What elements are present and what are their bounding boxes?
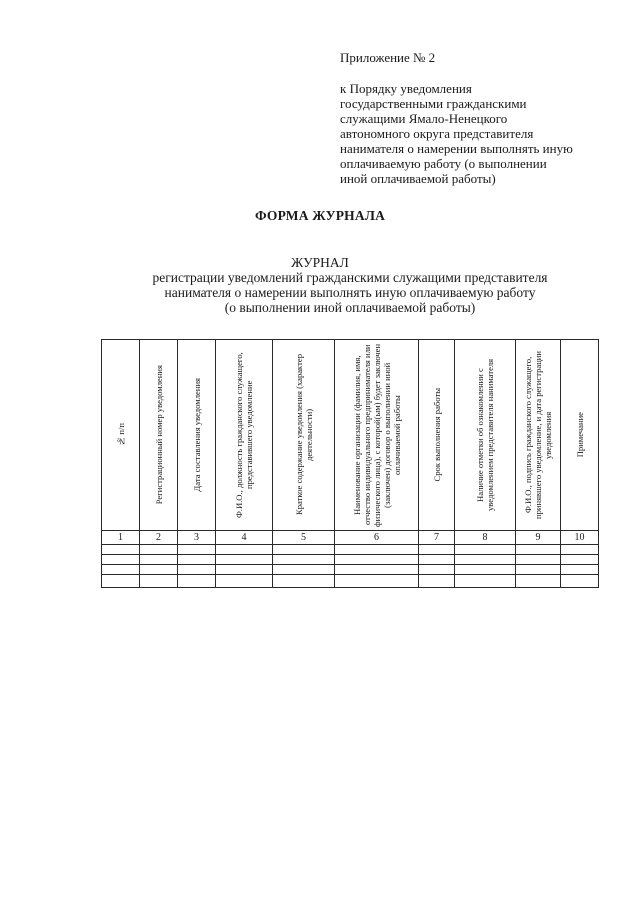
header-text: Ф.И.О., должность гражданского служащего, представившего уведомление xyxy=(234,352,254,518)
header-text: Ф.И.О., подпись гражданского служащего, принявшего уведомление, и дата регистрации уведомления xyxy=(523,351,553,520)
column-number: 8 xyxy=(455,531,516,545)
column-number: 5 xyxy=(273,531,335,545)
journal-subtitle-line: нанимателя о намерении выполнять иную оплачиваемую работу xyxy=(164,285,536,300)
table-header-cell xyxy=(455,340,516,531)
table-header-row xyxy=(102,340,599,531)
table-header-cell xyxy=(140,340,178,531)
appendix-number: Приложение № 2 xyxy=(340,50,436,65)
table-header-cell xyxy=(335,340,419,531)
journal-title: ЖУРНАЛ xyxy=(291,255,349,270)
table-row xyxy=(102,575,599,588)
column-number-row xyxy=(102,531,599,545)
appendix-line: иной оплачиваемой работы) xyxy=(340,171,496,186)
table-row xyxy=(102,545,599,555)
header-text: Примечание xyxy=(574,412,585,458)
journal-subtitle-line: регистрации уведомлений гражданскими служащими представителя xyxy=(152,270,548,285)
header-text: Срок выполнения работы xyxy=(431,388,442,482)
table-row xyxy=(102,555,599,565)
column-number: 10 xyxy=(561,531,599,545)
appendix-block xyxy=(340,50,610,186)
table-header-cell xyxy=(273,340,335,531)
column-number: 4 xyxy=(216,531,273,545)
column-number: 2 xyxy=(140,531,178,545)
column-number: 1 xyxy=(102,531,140,545)
header-text: Наименование организации (фамилия, имя, отчество индивидуального предпринимателя или физического лица), с которой(ым) будет заключен (заключен) договор о выполнении иной оплачиваемой работы xyxy=(351,343,402,527)
appendix-line: автономного округа представителя xyxy=(340,126,534,141)
appendix-line: служащими Ямало-Ненецкого xyxy=(340,111,508,126)
appendix-line: к Порядку уведомления xyxy=(340,81,472,96)
journal-subtitle-line: (о выполнении иной оплачиваемой работы) xyxy=(224,300,476,315)
header-text: Регистрационный номер уведомления xyxy=(153,365,164,505)
table-header-cell xyxy=(419,340,455,531)
header-text: Дата составления уведомления xyxy=(191,378,202,492)
column-number: 3 xyxy=(178,531,216,545)
header-text: Краткое содержание уведомления (характер деятельности) xyxy=(293,354,314,516)
journal-subtitle xyxy=(130,270,570,315)
journal-table xyxy=(101,339,599,588)
appendix-line: нанимателя о намерении выполнять иную xyxy=(340,141,573,156)
table-header-cell xyxy=(561,340,599,531)
table-header-cell xyxy=(516,340,561,531)
column-number: 7 xyxy=(419,531,455,545)
column-number: 6 xyxy=(335,531,419,545)
table-header-cell xyxy=(178,340,216,531)
form-title: ФОРМА ЖУРНАЛА xyxy=(254,208,386,223)
header-text: Наличие отметки об ознакомлении с уведомлением представителя нанимателя xyxy=(475,358,495,512)
table-header-cell xyxy=(216,340,273,531)
header-text: № п/п xyxy=(115,423,126,447)
appendix-line: государственными гражданскими xyxy=(340,96,527,111)
appendix-line: оплачиваемую работу (о выполнении xyxy=(340,156,547,171)
table-header-cell xyxy=(102,340,140,531)
column-number: 9 xyxy=(516,531,561,545)
table-row xyxy=(102,565,599,575)
